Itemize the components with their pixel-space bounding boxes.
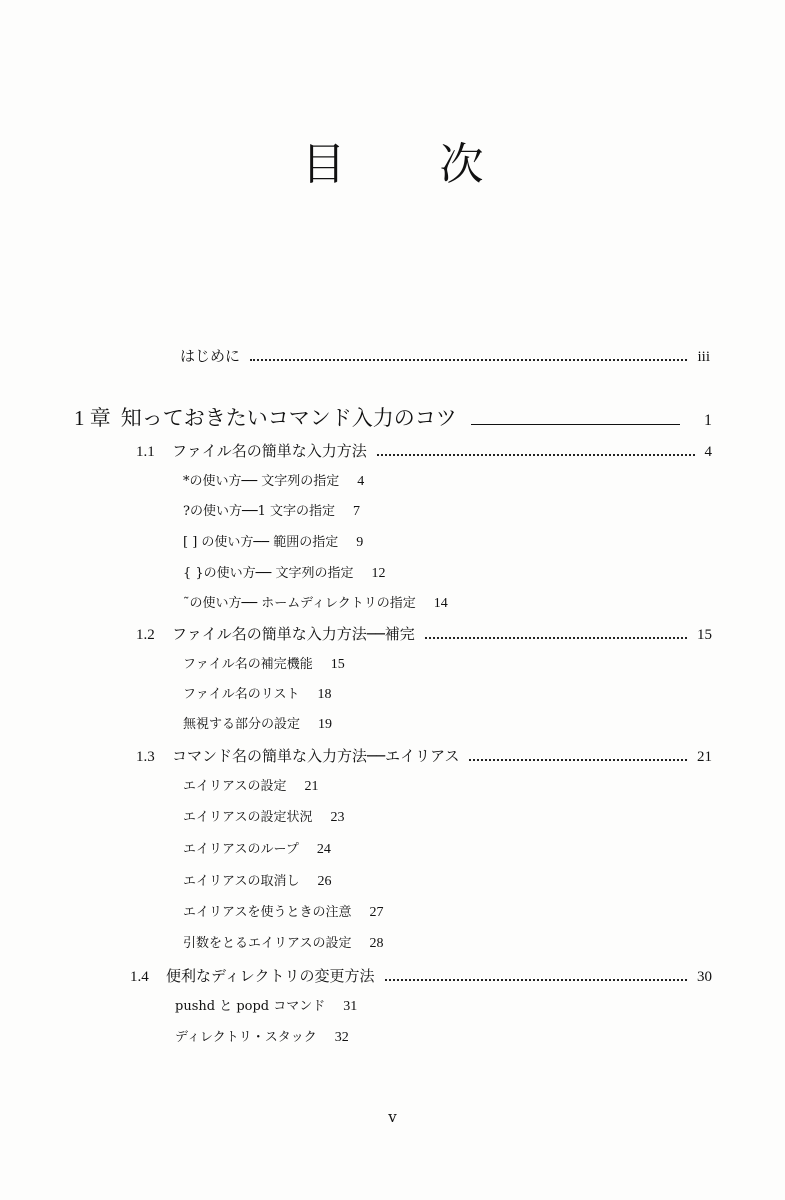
dot-leader <box>250 359 687 361</box>
dot-leader <box>385 979 687 981</box>
item-title: pushd と popd コマンド <box>175 999 326 1014</box>
item-page: 18 <box>317 687 332 702</box>
section-page: 4 <box>704 444 712 460</box>
item-page: 4 <box>357 474 365 489</box>
item-page: 32 <box>334 1030 349 1045</box>
item-title: ファイル名の補完機能 <box>183 657 313 672</box>
section-page: 21 <box>697 749 712 765</box>
item-title: ディレクトリ・スタック <box>175 1030 317 1045</box>
section-title: ファイル名の簡単な入力方法 <box>172 442 367 460</box>
intro-label: はじめに <box>180 347 241 365</box>
item-title: エイリアスのループ <box>183 842 299 857</box>
section-title: ファイル名の簡単な入力方法──補完 <box>172 625 415 643</box>
section-number: 1.3 <box>136 749 155 765</box>
item-title: [ ] の使い方── 範囲の指定 <box>183 535 339 550</box>
item-page: 24 <box>316 842 331 857</box>
section-page: 15 <box>697 627 712 643</box>
toc-item <box>183 592 448 612</box>
toc-item <box>183 932 383 952</box>
item-page: 28 <box>369 936 384 951</box>
item-title: 引数をとるエイリアスの設定 <box>183 936 352 951</box>
item-title: ?の使い方──1 文字の指定 <box>183 504 336 519</box>
toc-item <box>183 562 385 582</box>
item-page: 14 <box>433 596 448 611</box>
toc-item <box>175 1026 349 1046</box>
page-title: 目 次 <box>301 139 524 190</box>
section-title: 便利なディレクトリの変更方法 <box>166 967 375 985</box>
item-page: 21 <box>304 779 319 794</box>
item-title: ファイル名のリスト <box>183 687 300 702</box>
item-page: 9 <box>356 535 364 550</box>
item-title: エイリアスを使うときの注意 <box>183 905 352 920</box>
item-title: エイリアスの取消し <box>183 874 300 889</box>
item-title: { }の使い方── 文字列の指定 <box>183 566 354 581</box>
section-title: コマンド名の簡単な入力方法──エイリアス <box>172 747 460 765</box>
toc-item <box>183 806 344 826</box>
section-page: 30 <box>697 969 712 985</box>
item-title: ˜の使い方── ホームディレクトリの指定 <box>183 596 416 611</box>
item-title: エイリアスの設定 <box>183 779 287 794</box>
toc-item <box>183 901 383 921</box>
toc-section-entry <box>136 623 712 644</box>
toc-intro-entry <box>180 345 710 366</box>
item-title: *の使い方── 文字列の指定 <box>183 474 340 489</box>
section-number: 1.2 <box>136 627 155 643</box>
item-page: 7 <box>353 504 361 519</box>
section-number: 1.4 <box>130 969 149 985</box>
page-number: v <box>388 1108 397 1126</box>
toc-section-entry <box>136 440 712 461</box>
section-number: 1.1 <box>136 444 155 460</box>
dot-leader <box>377 454 695 456</box>
toc-item <box>183 713 332 733</box>
toc-item <box>183 683 331 703</box>
toc-item <box>183 775 318 795</box>
item-title: エイリアスの設定状況 <box>183 810 313 825</box>
item-page: 27 <box>369 905 384 920</box>
intro-page: iii <box>697 349 710 365</box>
toc-item <box>183 500 360 520</box>
toc-item <box>183 653 345 673</box>
toc-section-entry <box>136 745 712 766</box>
dot-leader <box>425 637 687 639</box>
chapter-page: 1 <box>704 412 712 429</box>
toc-section-entry <box>130 965 712 986</box>
toc-item <box>183 470 364 490</box>
item-page: 31 <box>343 999 358 1014</box>
item-page: 23 <box>330 810 345 825</box>
item-page: 12 <box>371 566 386 581</box>
item-page: 15 <box>330 657 345 672</box>
item-page: 26 <box>317 874 332 889</box>
toc-item <box>183 870 331 890</box>
item-title: 無視する部分の設定 <box>183 717 301 732</box>
chapter-title: 知っておきたいコマンド入力のコツ <box>120 406 457 430</box>
toc-chapter-entry <box>74 402 712 432</box>
toc-item <box>183 531 363 551</box>
toc-item <box>175 995 357 1015</box>
dot-leader <box>469 759 687 761</box>
item-page: 19 <box>318 717 333 732</box>
chapter-number: 1 章 <box>74 406 111 430</box>
chapter-rule <box>471 424 680 425</box>
toc-item <box>183 838 331 858</box>
